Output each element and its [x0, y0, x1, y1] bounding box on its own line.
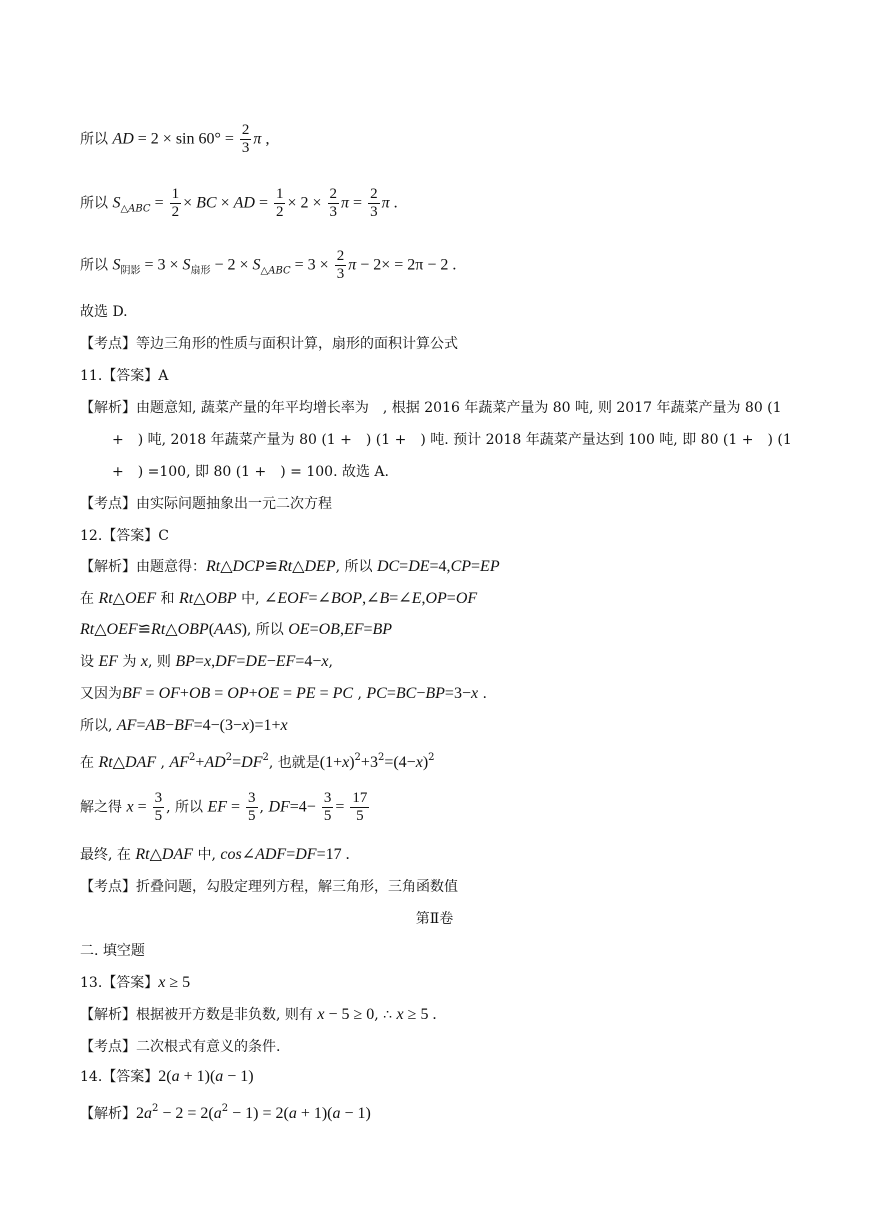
q12-line-2: 在 Rt△OEF 和 Rt△OBP 中, ∠EOF=∠BOP,∠B=∠E,OP=OF: [80, 590, 478, 607]
q13-answer: 13.【答案】x ≥ 5: [80, 974, 191, 991]
kaodian-11: 【考点】由实际问题抽象出一元二次方程: [80, 496, 332, 512]
q11-analysis-1: 【解析】由题意知, 蔬菜产量的年平均增长率为 , 根据 2016 年蔬菜产量为 80 吨, 则 2017 年蔬菜产量为 80 (1: [80, 400, 782, 416]
q12-line-1: 【解析】由题意得：Rt△DCP≌Rt△DEP, 所以 DC=DE=4,CP=EP: [80, 558, 500, 575]
q11-analysis-3: + ) =100, 即 80 (1 + ) = 100. 故选 A.: [112, 464, 389, 480]
kaodian-10: 【考点】等边三角形的性质与面积计算，扇形的面积计算公式: [80, 336, 458, 352]
volume-title: 第Ⅱ卷: [415, 911, 454, 927]
sub-shadow: 阴影: [120, 265, 141, 277]
q14-analysis: 【解析】$2a^2 - 2 = 2(a^2 - 1) = 2(a + 1)(a - 1)$: [80, 1103, 371, 1122]
section-heading: 二. 填空题: [80, 943, 145, 959]
q12-line-5: 又因为BF = OF+OB = OP+OE = PE = PC , PC=BC−BP=3−x .: [80, 685, 487, 702]
solution-line-ad: 所以 AD = 2 × sin 60° = $\frac{2}{3}$ π ,: [80, 122, 270, 156]
q12-line-7: 在 Rt△DAF , $AF^2+AD^2=DF^2$, 也就是$(1+x)^2+3^2=(4-x)^2$: [80, 752, 435, 771]
text-prefix: 所以: [80, 257, 108, 274]
text-prefix: 所以: [80, 131, 108, 148]
q12-line-9: 最终, 在 Rt△DAF 中, cos∠ADF=DF=17 .: [80, 846, 350, 863]
q14-answer: 14.【答案】2(a + 1)(a − 1): [80, 1068, 254, 1085]
q11-answer: 11.【答案】A: [80, 368, 169, 384]
text-prefix: 所以: [80, 195, 108, 212]
q12-line-4: 设 EF 为 x, 则 BP=x,DF=DE−EF=4−x,: [80, 653, 333, 670]
q13-analysis: 【解析】根据被开方数是非负数, 则有 x − 5 ≥ 0, ∴ x ≥ 5 .: [80, 1006, 437, 1023]
kaodian-13: 【考点】二次根式有意义的条件.: [80, 1039, 281, 1055]
choose-d: 故选 D.: [80, 304, 128, 320]
kaodian-12: 【考点】折叠问题，勾股定理列方程，解三角形，三角函数值: [80, 879, 458, 895]
sub-sector: 扇形: [190, 265, 211, 277]
q12-line-8: 解之得 x = $\frac{3}{5}$ , 所以 EF = $\frac{3}{5}$ , DF=4− $\frac{3}{5}$ = $\frac{17}{5}$: [80, 790, 368, 824]
solution-line-area-abc: 所以 $S_{\triangle ABC}$ = $\frac{1}{2}$ × BC × AD = $\frac{1}{2}$ × 2 × $\frac{2}{3}$ π = $\frac{2}{3}$ π .: [80, 186, 398, 220]
q12-line-3: Rt△OEF≌Rt△OBP(AAS), 所以 OE=OB,EF=BP: [80, 621, 393, 638]
q12-line-6: 所以, AF=AB−BF=4−(3−x)=1+x: [80, 717, 288, 734]
q12-answer: 12.【答案】C: [80, 528, 169, 544]
solution-line-shadow-area: 所以 $S_{阴影} = 3 \times S_{扇形} - 2 \times S_{\triangle ABC} = 3$ × $\frac{2}{3}$ π − 2× = 2π − 2 .: [80, 248, 457, 282]
q11-analysis-2: + ) 吨, 2018 年蔬菜产量为 80 (1 + ) (1 + ) 吨. 预计 2018 年蔬菜产量达到 100 吨, 即 80 (1 + ) (1: [112, 432, 792, 448]
